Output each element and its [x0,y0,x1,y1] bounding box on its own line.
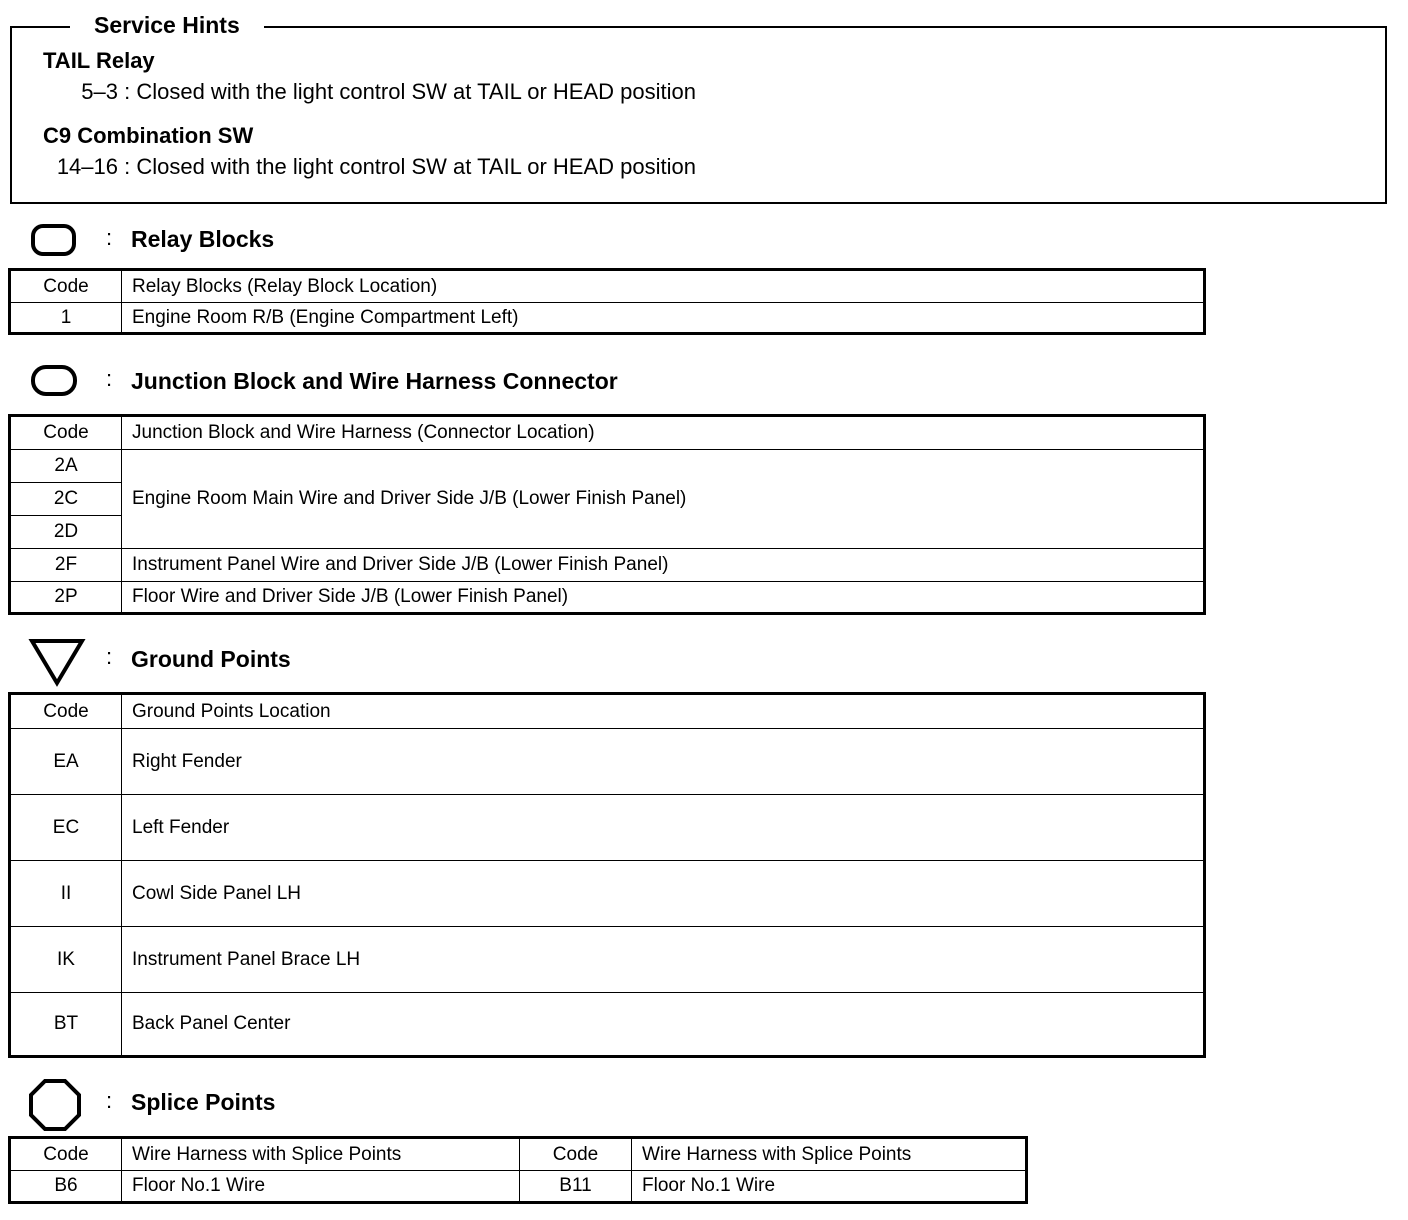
hint-pins: 5–3 [81,79,118,104]
row-location: Back Panel Center [122,993,1205,1057]
combination-sw-heading: C9 Combination SW [43,123,254,148]
hint-text: : Closed with the light control SW at TAIL or HEAD position [118,154,696,179]
row-code: 2D [10,516,122,549]
row-code: 1 [10,303,122,334]
row-location: Left Fender [122,795,1205,861]
row-location: Instrument Panel Wire and Driver Side J/B (Lower Finish Panel) [122,549,1205,582]
splice-colon: : [106,1088,113,1113]
table-row [10,993,1205,1057]
header-wire: Wire Harness with Splice Points [122,1138,520,1171]
row-location: Cowl Side Panel LH [122,861,1205,927]
row-code: II [10,861,122,927]
row-code: 2F [10,549,122,582]
table-row [10,729,1205,795]
row-code: EC [10,795,122,861]
row-location: Instrument Panel Brace LH [122,927,1205,993]
table-row [10,861,1205,927]
octagon-icon [28,1078,82,1132]
table-row [10,549,1205,582]
ground-points-table [8,692,1206,1058]
relay-blocks-title: Relay Blocks [131,226,275,252]
table-row [10,795,1205,861]
tail-relay-hint [10,78,696,106]
header-location: Relay Blocks (Relay Block Location) [122,270,1205,303]
table-row [10,450,1205,483]
down-triangle-icon [28,636,86,688]
row-code: IK [10,927,122,993]
hint-pins: 14–16 [56,154,118,179]
tail-relay-heading: TAIL Relay [43,48,155,73]
header-code: Code [10,416,122,450]
table-row [10,927,1205,993]
splice-points-table [8,1136,1028,1204]
junction-title: Junction Block and Wire Harness Connector [131,368,618,394]
header-code: Code [520,1138,632,1171]
junction-table [8,414,1206,615]
header-code: Code [10,270,122,303]
header-code: Code [10,694,122,729]
rounded-rectangle-icon [30,222,78,258]
row-code: EA [10,729,122,795]
header-code: Code [10,1138,122,1171]
row-code: 2P [10,582,122,614]
row-code: 2C [10,483,122,516]
row-wire: Floor No.1 Wire [632,1171,1027,1203]
table-row [10,1171,1027,1203]
service-hints-title: Service Hints [70,10,264,40]
table-header-row [10,270,1205,303]
relay-blocks-colon: : [106,225,113,250]
row-code: B11 [520,1171,632,1203]
oval-icon [30,364,78,398]
row-location: Engine Room Main Wire and Driver Side J/B (Lower Finish Panel) [122,450,1205,549]
header-wire: Wire Harness with Splice Points [632,1138,1027,1171]
table-row [10,303,1205,334]
row-code: BT [10,993,122,1057]
ground-colon: : [106,644,113,669]
relay-blocks-table [8,268,1206,335]
ground-title: Ground Points [131,646,291,672]
row-location: Engine Room R/B (Engine Compartment Left) [122,303,1205,334]
table-header-row [10,694,1205,729]
row-wire: Floor No.1 Wire [122,1171,520,1203]
row-location: Right Fender [122,729,1205,795]
row-location: Floor Wire and Driver Side J/B (Lower Finish Panel) [122,582,1205,614]
header-location: Junction Block and Wire Harness (Connector Location) [122,416,1205,450]
table-header-row [10,1138,1027,1171]
row-code: 2A [10,450,122,483]
junction-colon: : [106,366,113,391]
header-location: Ground Points Location [122,694,1205,729]
combination-sw-hint [10,153,696,181]
splice-title: Splice Points [131,1089,276,1115]
table-row [10,582,1205,614]
hint-text: : Closed with the light control SW at TAIL or HEAD position [118,79,696,104]
row-code: B6 [10,1171,122,1203]
table-header-row [10,416,1205,450]
